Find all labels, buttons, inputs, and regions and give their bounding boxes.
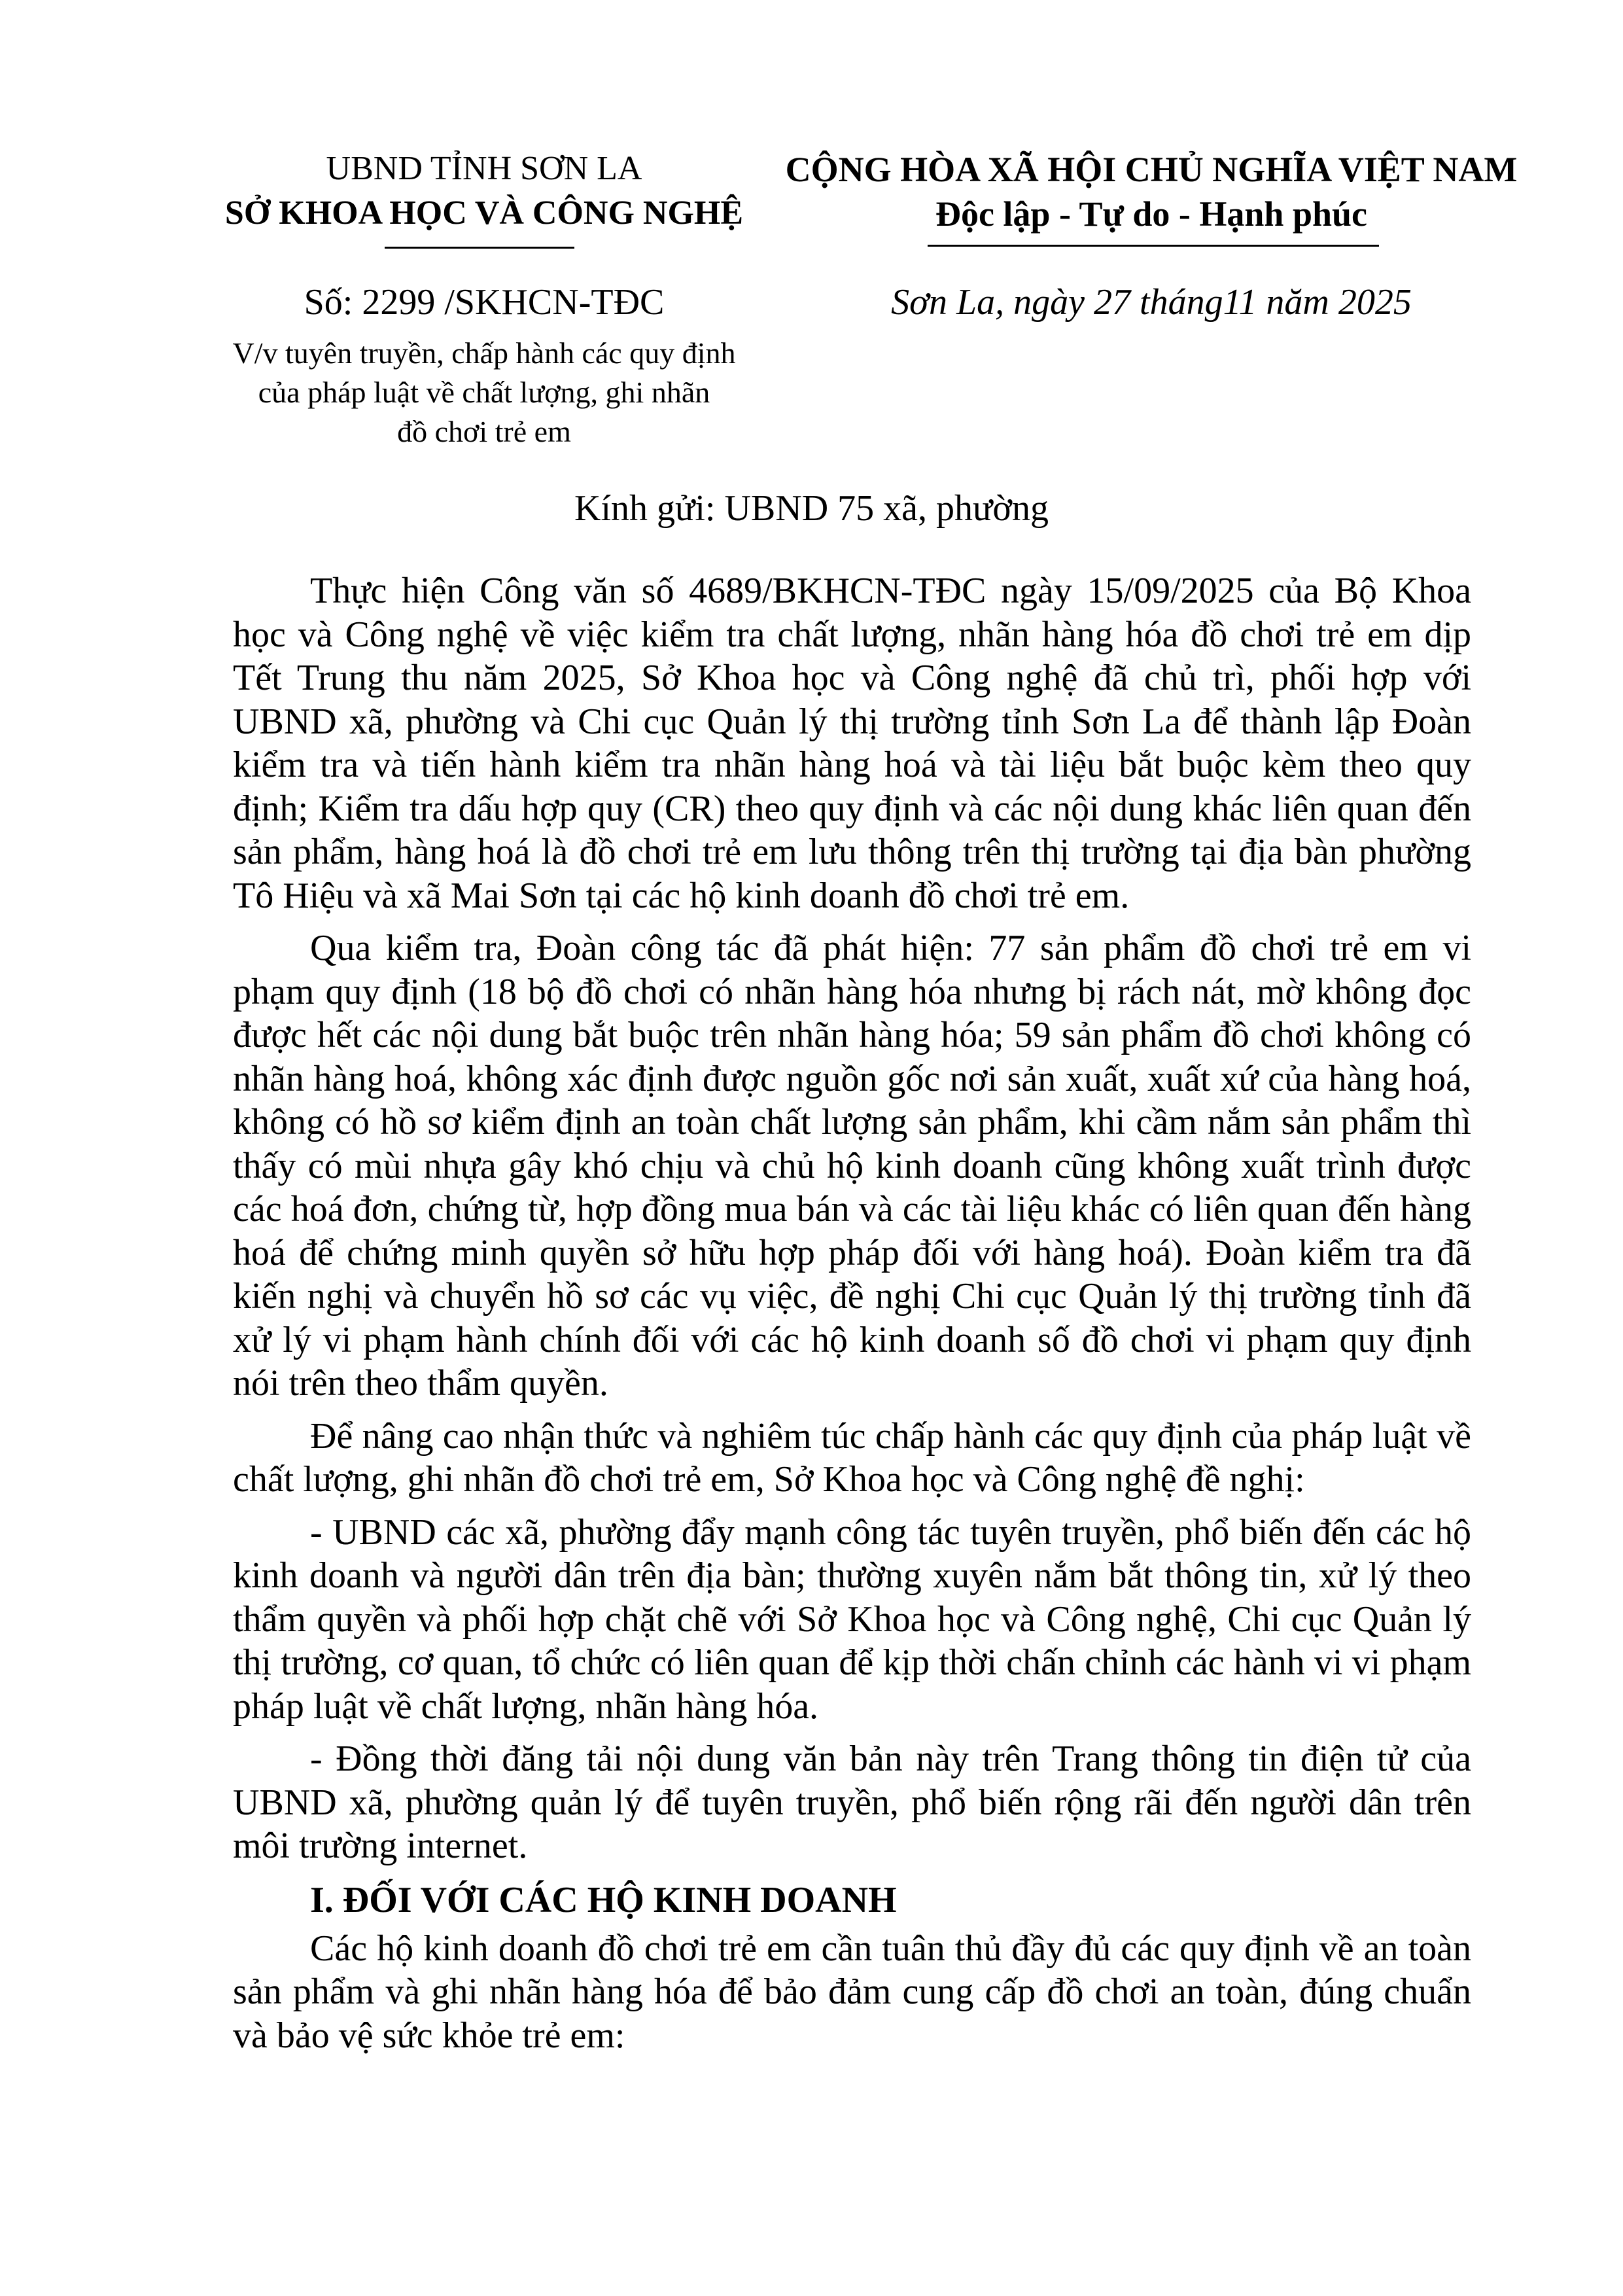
agency-parent: UBND TỈNH SƠN LA xyxy=(326,150,642,187)
agency-underline xyxy=(385,247,574,249)
body-paragraph: - UBND các xã, phường đẩy mạnh công tác tuyên truyền, phổ biến đến các hộ kinh doanh và người dân trên địa bàn; thường xuyên nắm bắt thông tin, xử lý theo thẩm quyền và phối hợp chặt chẽ với Sở Khoa học và Công nghệ, Chi cục Quản lý thị trường, cơ quan, tổ chức có liên quan để kịp thời chấn chỉnh các hành vi vi phạm pháp luật về chất lượng, nhãn hàng hóa. xyxy=(233,1511,1471,1727)
section-heading: I. ĐỐI VỚI CÁC HỘ KINH DOANH xyxy=(310,1879,897,1920)
document-date: Sơn La, ngày 27 tháng11 năm 2025 xyxy=(891,282,1412,323)
subject-line: V/v tuyên truyền, chấp hành các quy định xyxy=(232,336,736,370)
document-subject xyxy=(196,334,772,451)
body-paragraph: - Đồng thời đăng tải nội dung văn bản này trên Trang thông tin điện tử của UBND xã, phường quản lý để tuyên truyền, phổ biến rộng rãi đến người dân trên môi trường internet. xyxy=(233,1739,1471,1866)
agency-name: SỞ KHOA HỌC VÀ CÔNG NGHỆ xyxy=(224,194,744,232)
body-paragraph: Qua kiểm tra, Đoàn công tác đã phát hiện: 77 sản phẩm đồ chơi trẻ em vi phạm quy định (18 bộ đồ chơi có nhãn hàng hóa nhưng bị rách nát, mờ không đọc được hết các nội dung bắt buộc trên nhãn hàng hóa; 59 sản phẩm đồ chơi không có nhãn hàng hoá, không xác định được nguồn gốc nơi sản xuất, xuất xứ của hàng hoá, không có hồ sơ kiểm định an toàn chất lượng sản phẩm, khi cầm nắm sản phẩm thì thấy có mùi nhựa gây khó chịu và chủ hộ kinh doanh cũng không xuất trình được các hoá đơn, chứng từ, hợp đồng mua bán và các tài liệu khác có liên quan đến hàng hoá để chứng minh quyền sở hữu hợp pháp đối với hàng hoá). Đoàn kiểm tra đã kiến nghị và chuyển hồ sơ các vụ việc, đề nghị Chi cục Quản lý thị trường tỉnh đã xử lý vi phạm hành chính đối với các hộ kinh doanh số đồ chơi vi phạm quy định nói trên theo thẩm quyền. xyxy=(233,928,1471,1404)
recipient-line: Kính gửi: UBND 75 xã, phường xyxy=(574,488,1049,529)
body-paragraph: Thực hiện Công văn số 4689/BKHCN-TĐC ngày 15/09/2025 của Bộ Khoa học và Công nghệ về việc kiểm tra chất lượng, nhãn hàng hóa đồ chơi trẻ em dịp Tết Trung thu năm 2025, Sở Khoa học và Công nghệ đã chủ trì, phối hợp với UBND xã, phường và Chi cục Quản lý thị trường tỉnh Sơn La để thành lập Đoàn kiểm tra và tiến hành kiểm tra nhãn hàng hoá và tài liệu bắt buộc kèm theo quy định; Kiểm tra dấu hợp quy (CR) theo quy định và các nội dung khác liên quan đến sản phẩm, hàng hoá là đồ chơi trẻ em lưu thông trên thị trường tại địa bàn phường Tô Hiệu và xã Mai Sơn tại các hộ kinh doanh đồ chơi trẻ em. xyxy=(233,571,1471,916)
body-paragraph: Để nâng cao nhận thức và nghiêm túc chấp hành các quy định của pháp luật về chất lượng, ghi nhãn đồ chơi trẻ em, Sở Khoa học và Công nghệ đề nghị: xyxy=(233,1415,1471,1500)
subject-line: của pháp luật về chất lượng, ghi nhãn xyxy=(258,376,710,409)
national-motto: Độc lập - Tự do - Hạnh phúc xyxy=(935,194,1368,234)
national-title: CỘNG HÒA XÃ HỘI CHỦ NGHĨA VIỆT NAM xyxy=(785,150,1518,189)
section-paragraph: Các hộ kinh doanh đồ chơi trẻ em cần tuân thủ đầy đủ các quy định về an toàn sản phẩm và ghi nhãn hàng hóa để bảo đảm cung cấp đồ chơi an toàn, đúng chuẩn và bảo vệ sức khỏe trẻ em: xyxy=(233,1928,1471,2056)
motto-underline xyxy=(928,245,1379,247)
document-number: Số: 2299 /SKHCN-TĐC xyxy=(304,282,665,323)
document-body xyxy=(233,569,1471,2066)
subject-line: đồ chơi trẻ em xyxy=(397,415,571,448)
